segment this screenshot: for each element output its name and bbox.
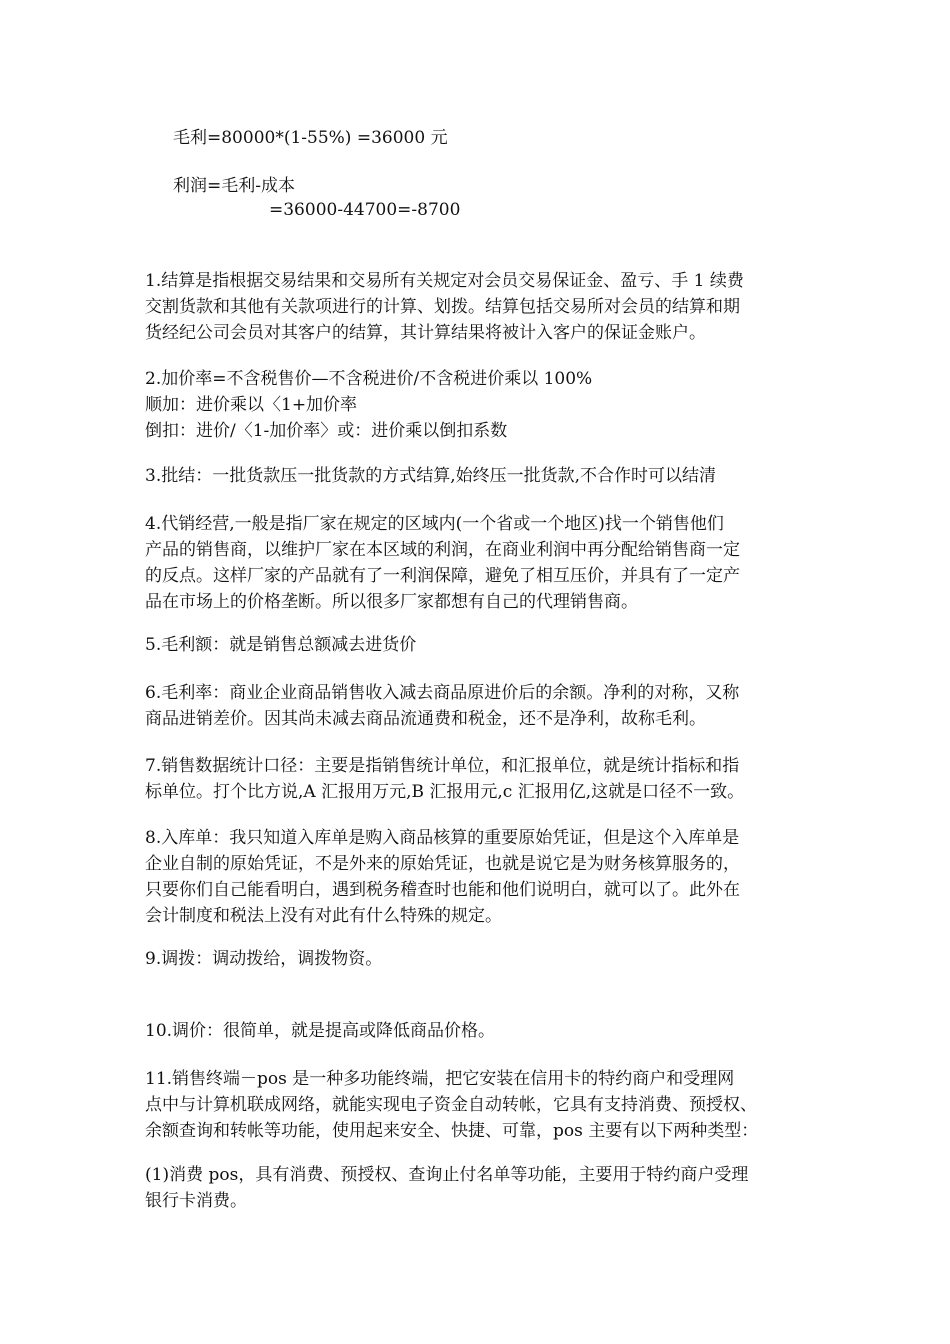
- paragraph-allocation: [145, 946, 810, 972]
- paragraph-warehouse-receipt: [145, 825, 810, 929]
- paragraph-line: 7.销售数据统计口径：主要是指销售统计单位，和汇报单位，就是统计指标和指: [145, 756, 740, 776]
- paragraph-line: 余额查询和转帐等功能，使用起来安全、快捷、可靠，pos 主要有以下两种类型：: [145, 1121, 759, 1141]
- paragraph-consumer-pos: [145, 1162, 810, 1214]
- gross-profit-calc: 毛利=80000*(1-55%) =36000 元: [173, 128, 448, 148]
- paragraph-line: 只要你们自己能看明白，遇到税务稽查时也能和他们说明白，就可以了。此外在: [145, 880, 740, 900]
- paragraph-settlement: [145, 268, 810, 346]
- paragraph-line: 交割货款和其他有关款项进行的计算、划拨。结算包括交易所对会员的结算和期: [145, 297, 740, 317]
- paragraph-price-adjustment: [145, 1018, 810, 1044]
- paragraph-line: 6.毛利率：商业企业商品销售收入减去商品原进价后的余额。净利的对称，又称: [145, 683, 740, 703]
- paragraph-sales-statistics: [145, 753, 810, 805]
- paragraph-consignment: [145, 511, 810, 615]
- paragraph-pos-terminal: [145, 1066, 810, 1144]
- paragraph-line: 企业自制的原始凭证，不是外来的原始凭证，也就是说它是为财务核算服务的，: [145, 854, 740, 874]
- paragraph-line: (1)消费 pos，具有消费、预授权、查询止付名单等功能，主要用于特约商户受理: [145, 1165, 749, 1185]
- paragraph-markup-rate: [145, 366, 810, 444]
- paragraph-line: 货经纪公司会员对其客户的结算，其计算结果将被计入客户的保证金账户。: [145, 323, 706, 343]
- paragraph-gross-margin-rate: [145, 680, 810, 732]
- paragraph-line: 10.调价：很简单，就是提高或降低商品价格。: [145, 1021, 496, 1041]
- paragraph-line: 银行卡消费。: [145, 1191, 247, 1211]
- paragraph-line: 2.加价率=不含税售价—不含税进价/不含税进价乘以 100%: [145, 369, 593, 389]
- paragraph-line: 3.批结：一批货款压一批货款的方式结算,始终压一批货款,不合作时可以结清: [145, 466, 717, 486]
- paragraph-gross-margin-amount: [145, 632, 810, 658]
- paragraph-line: 9.调拨：调动拨给，调拨物资。: [145, 949, 383, 969]
- paragraph-line: 点中与计算机联成网络，就能实现电子资金自动转帐，它具有支持消费、预授权、: [145, 1095, 757, 1115]
- paragraph-line: 倒扣：进价/〈1-加价率〉或：进价乘以倒扣系数: [145, 421, 508, 441]
- paragraph-line: 品在市场上的价格垄断。所以很多厂家都想有自己的代理销售商。: [145, 592, 638, 612]
- paragraph-line: 会计制度和税法上没有对此有什么特殊的规定。: [145, 906, 502, 926]
- paragraph-line: 1.结算是指根据交易结果和交易所有关规定对会员交易保证金、盈亏、手 1 续费: [145, 271, 744, 291]
- paragraph-line: 标单位。打个比方说,A 汇报用万元,B 汇报用元,c 汇报用亿,这就是口径不一致。: [145, 782, 745, 802]
- profit-result: =36000-44700=-8700: [269, 200, 461, 220]
- paragraph-line: 8.入库单：我只知道入库单是购入商品核算的重要原始凭证，但是这个入库单是: [145, 828, 740, 848]
- paragraph-line: 4.代销经营,一般是指厂家在规定的区域内(一个省或一个地区)找一个销售他们: [145, 514, 724, 534]
- paragraph-batch-settlement: [145, 463, 810, 489]
- profit-formula: 利润=毛利-成本: [173, 176, 295, 196]
- paragraph-line: 顺加：进价乘以〈1+加价率: [145, 395, 358, 415]
- paragraph-line: 的反点。这样厂家的产品就有了一利润保障，避免了相互压价，并具有了一定产: [145, 566, 740, 586]
- paragraph-line: 5.毛利额：就是销售总额减去进货价: [145, 635, 417, 655]
- paragraph-line: 11.销售终端－pos 是一种多功能终端，把它安装在信用卡的特约商户和受理网: [145, 1069, 735, 1089]
- paragraph-line: 商品进销差价。因其尚未减去商品流通费和税金，还不是净利，故称毛利。: [145, 709, 706, 729]
- paragraph-line: 产品的销售商，以维护厂家在本区域的利润，在商业利润中再分配给销售商一定: [145, 540, 740, 560]
